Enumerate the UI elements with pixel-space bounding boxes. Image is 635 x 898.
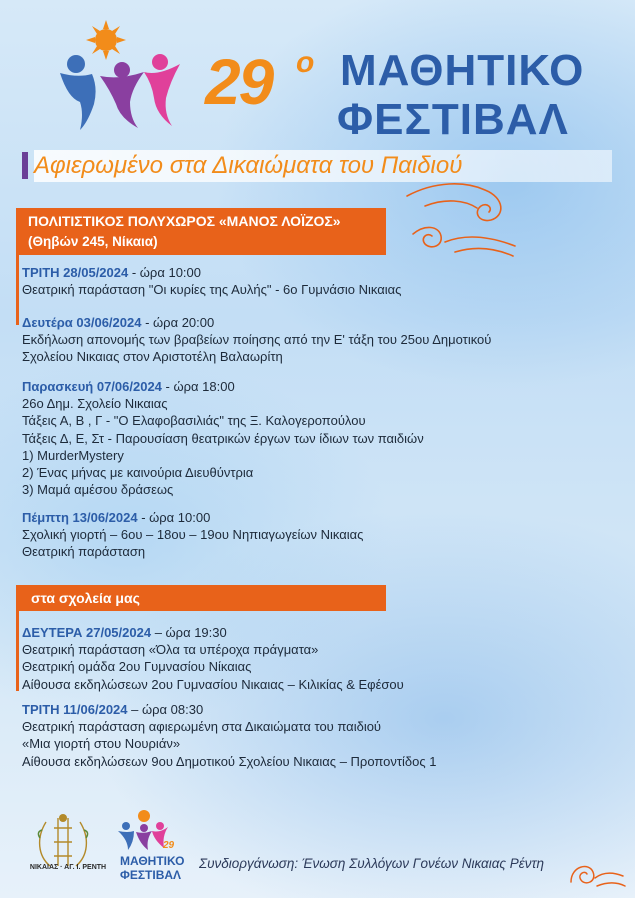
- event-line: 3) Μαμά αμέσου δράσεως: [22, 482, 174, 498]
- festival-number-superscript: ο: [296, 46, 315, 79]
- event-date: ΤΡΙΤΗ 11/06/2024: [22, 702, 128, 717]
- event-item: [22, 378, 424, 498]
- event-line: Τάξεις Δ, Ε, Στ - Παρουσίαση θεατρικών έργων των ίδιων των παιδιών: [22, 430, 424, 446]
- event-line: Σχολική γιορτή – 6ου – 18ου – 19ου Νηπιαγωγείων Νικαιας: [22, 527, 364, 543]
- event-line: Εκδήλωση απονομής των βραβείων ποίησης από την Ε' τάξη του 25ου Δημοτικού: [22, 332, 492, 348]
- event-time: – ώρα 08:30: [127, 702, 204, 717]
- section-schools-header: [16, 585, 386, 611]
- section-venue-rule: [16, 255, 19, 325]
- event-date: Πέμπτη 13/06/2024: [22, 510, 138, 525]
- event-time: – ώρα 19:30: [151, 625, 227, 640]
- event-line: Σχολείου Νικαιας στον Αριστοτέλη Βαλαωρίτη: [22, 349, 283, 365]
- festival-subtitle: Αφιερωμένο στα Δικαιώματα του Παιδιού: [34, 150, 612, 182]
- decorative-swirl-icon: [405, 176, 520, 261]
- event-item: [22, 264, 401, 298]
- event-time: - ώρα 10:00: [137, 510, 211, 525]
- schools-title: στα σχολεία μας: [31, 590, 140, 606]
- festival-title-line1: ΜΑΘΗΤΙΚΟ: [340, 46, 585, 95]
- event-line: Θεατρική παράσταση «Όλα τα υπέροχα πράγματα»: [22, 642, 319, 658]
- venue-title: ΠΟΛΙΤΙΣΤΙΚΟΣ ΠΟΛΥΧΩΡΟΣ «ΜΑΝΟΣ ΛΟΪΖΟΣ»: [28, 213, 341, 229]
- decorative-curl-icon: [567, 852, 627, 894]
- event-date: Δευτέρα 03/06/2024: [22, 315, 142, 330]
- event-line: Αίθουσα εκδηλώσεων 9ου Δημοτικού Σχολείου Νικαιας – Προποντίδος 1: [22, 753, 437, 769]
- festival-number: 29: [205, 46, 273, 118]
- small-logo-line1: ΜΑΘΗΤΙΚΟ: [120, 854, 185, 868]
- event-line: Θεατρική παράσταση: [22, 544, 146, 560]
- venue-address: (Θηβών 245, Νίκαια): [28, 234, 158, 249]
- event-item: [22, 509, 363, 561]
- event-time: - ώρα 10:00: [128, 265, 201, 280]
- event-date: Παρασκευή 07/06/2024: [22, 379, 162, 394]
- event-date: ΔΕΥΤΕΡΑ 27/05/2024: [22, 625, 152, 640]
- event-date: ΤΡΙΤΗ 28/05/2024: [22, 265, 129, 280]
- event-time: - ώρα 18:00: [161, 379, 235, 394]
- event-item: [22, 314, 491, 366]
- event-item: [22, 624, 404, 693]
- festival-logo-icon: [58, 18, 198, 138]
- event-time: - ώρα 20:00: [141, 315, 215, 330]
- event-line: Θεατρική παράσταση "Οι κυρίες της Αυλής" - 6ο Γυμνάσιο Νικαιας: [22, 282, 402, 298]
- festival-title-line2: ΦΕΣΤΙΒΑΛ: [337, 95, 569, 144]
- event-line: Τάξεις Α, Β , Γ - "Ο Ελαφοβασιλιάς" της Ξ. Καλογεροπούλου: [22, 413, 366, 429]
- small-logo-number: 29: [163, 840, 175, 851]
- event-line: Θεατρική παράσταση αφιερωμένη στα Δικαιώματα του παιδιού: [22, 719, 382, 735]
- section-venue-header: [16, 208, 386, 255]
- event-line: Αίθουσα εκδηλώσεων 2ου Γυμνασίου Νικαιας – Κιλικίας & Εφέσου: [22, 676, 404, 692]
- subtitle-accent-bar: [22, 152, 28, 179]
- event-line: 1) MurderMystery: [22, 447, 124, 463]
- section-schools-rule: [16, 611, 19, 691]
- organizer-text: Συνδιοργάνωση: Ένωση Συλλόγων Γονέων Νικαιας Ρέντη: [199, 856, 544, 871]
- municipality-caption: ΝΙΚΑΙΑΣ · ΑΓ. Ι. ΡΕΝΤΗ: [29, 864, 107, 871]
- festival-small-logo-icon: [110, 806, 190, 851]
- event-line: «Μια γιορτή στου Νουριάν»: [22, 736, 181, 752]
- small-logo-line2: ΦΕΣΤΙΒΑΛ: [120, 868, 182, 882]
- event-line: Θεατρική ομάδα 2ου Γυμνασίου Νίκαιας: [22, 659, 252, 675]
- event-line: 2) Ένας μήνας με καινούρια Διευθύντρια: [22, 465, 254, 481]
- event-item: [22, 701, 436, 770]
- event-line: 26ο Δημ. Σχολείο Νικαιας: [22, 396, 168, 412]
